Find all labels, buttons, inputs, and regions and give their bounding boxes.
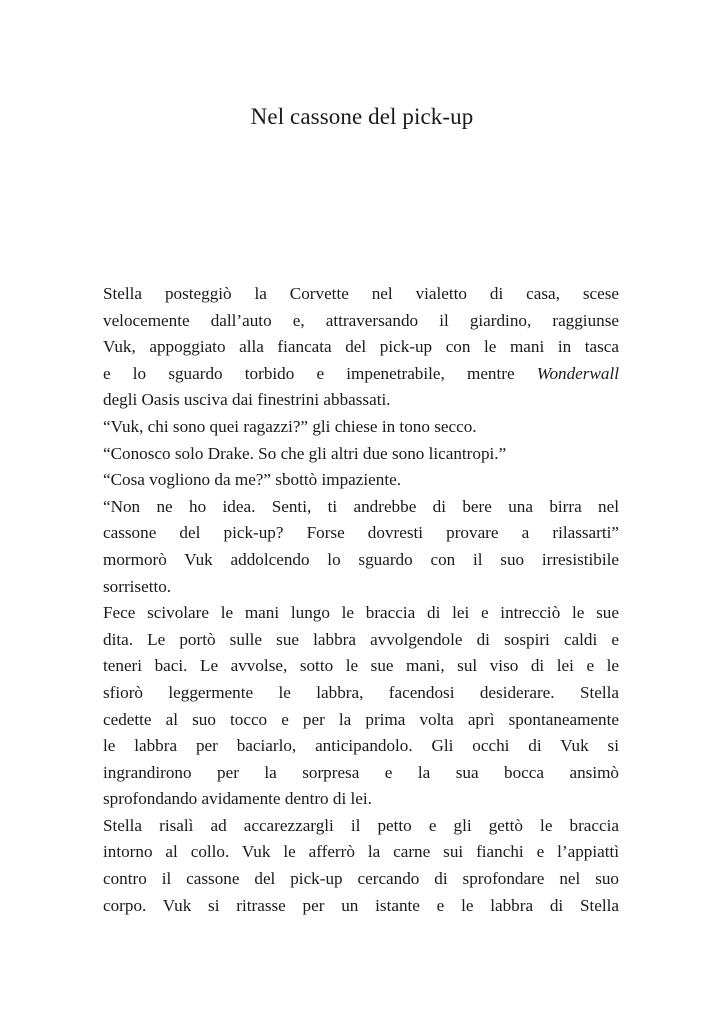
text-segment: e lo sguardo torbido e impenetrabile, mentre bbox=[103, 363, 537, 383]
text-line: le labbra per baciarlo, anticipandolo. Gli occhi di Vuk si bbox=[103, 736, 619, 756]
paragraph-1 bbox=[103, 281, 619, 414]
paragraph-5 bbox=[103, 494, 619, 600]
text-line: sprofondando avidamente dentro di lei. bbox=[103, 789, 372, 809]
text-line: “Cosa vogliono da me?” sbottò impaziente. bbox=[103, 470, 401, 490]
text-line: cedette al suo tocco e per la prima volta aprì spontaneamente bbox=[103, 709, 619, 729]
paragraph-3 bbox=[103, 441, 619, 468]
text-line: corpo. Vuk si ritrasse per un istante e le labbra di Stella bbox=[103, 895, 619, 915]
body-text bbox=[103, 281, 619, 919]
text-line: teneri baci. Le avvolse, sotto le sue mani, sul viso di lei e le bbox=[103, 656, 619, 676]
text-line: “Vuk, chi sono quei ragazzi?” gli chiese in tono secco. bbox=[103, 416, 477, 436]
text-line: dita. Le portò sulle sue labbra avvolgendole di sospiri caldi e bbox=[103, 629, 619, 649]
text-line: degli Oasis usciva dai finestrini abbassati. bbox=[103, 390, 391, 410]
text-line: velocemente dall’auto e, attraversando il giardino, raggiunse bbox=[103, 310, 619, 330]
paragraph-7 bbox=[103, 813, 619, 919]
text-line: Fece scivolare le mani lungo le braccia di lei e intrecciò le sue bbox=[103, 603, 619, 623]
text-line: contro il cassone del pick-up cercando di sprofondare nel suo bbox=[103, 869, 619, 889]
text-line: sorrisetto. bbox=[103, 576, 172, 596]
text-line: “Non ne ho idea. Senti, ti andrebbe di bere una birra nel bbox=[103, 496, 619, 516]
text-line: Stella posteggiò la Corvette nel vialetto di casa, scese bbox=[103, 284, 619, 303]
paragraph-6 bbox=[103, 600, 619, 813]
paragraph-4 bbox=[103, 467, 619, 494]
chapter-title: Nel cassone del pick-up bbox=[250, 104, 474, 129]
paragraph-2 bbox=[103, 414, 619, 441]
text-line-with-song bbox=[103, 361, 619, 388]
text-line: Stella risalì ad accarezzargli il petto e gli gettò le braccia bbox=[103, 815, 619, 835]
text-line: “Conosco solo Drake. So che gli altri due sono licantropi.” bbox=[103, 443, 507, 463]
text-line: cassone del pick-up? Forse dovresti provare a rilassarti” bbox=[103, 523, 619, 543]
text-line: ingrandirono per la sorpresa e la sua bocca ansimò bbox=[103, 762, 619, 782]
text-line: mormorò Vuk addolcendo lo sguardo con il suo irresistibile bbox=[103, 549, 619, 569]
text-line: intorno al collo. Vuk le afferrò la carne sui fianchi e l’appiattì bbox=[103, 842, 619, 862]
text-line: Vuk, appoggiato alla fiancata del pick-up con le mani in tasca bbox=[103, 337, 619, 357]
text-line: sfiorò leggermente le labbra, facendosi desiderare. Stella bbox=[103, 682, 619, 702]
song-title: Wonderwall bbox=[536, 363, 619, 383]
